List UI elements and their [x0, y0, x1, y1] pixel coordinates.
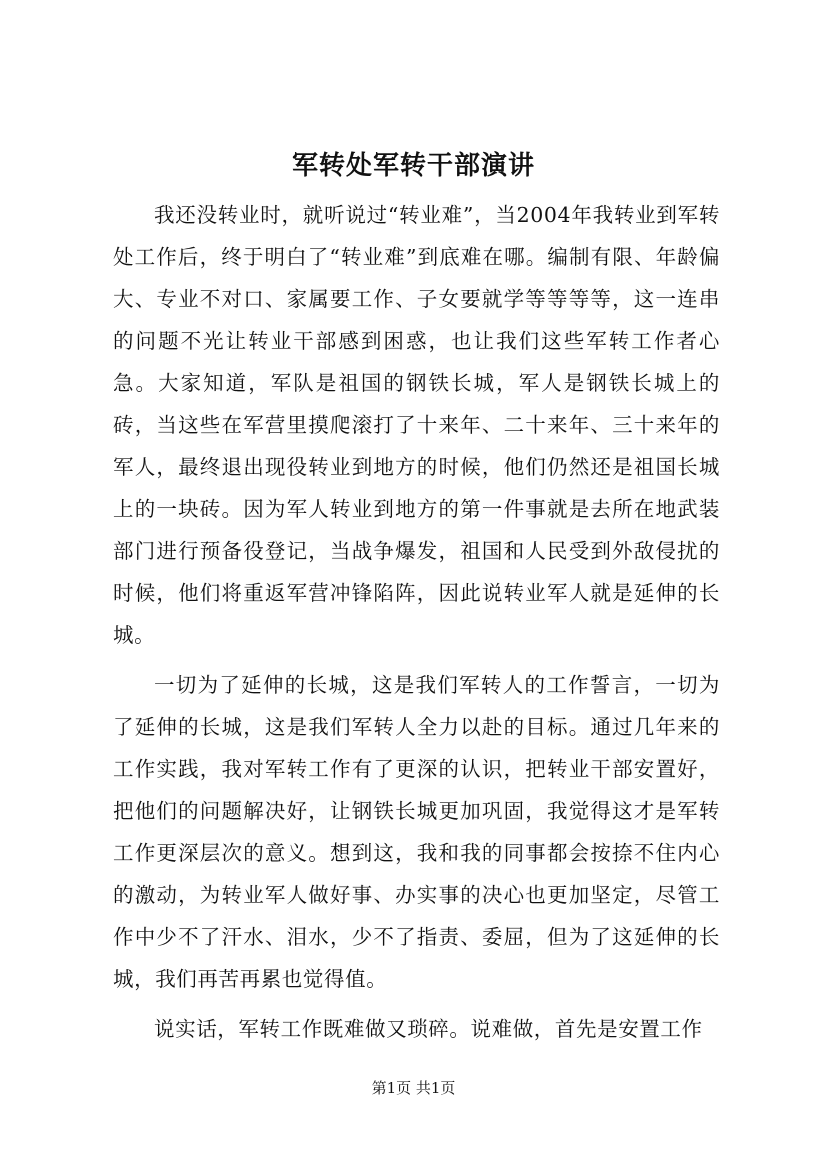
paragraph-3: 说实话，军转工作既难做又琐碎。说难做，首先是安置工作 — [154, 1017, 703, 1041]
page-number-footer: 第1页 共1页 — [371, 1079, 456, 1097]
document-title: 军转处军转干部演讲 — [291, 151, 535, 181]
document-body — [113, 194, 720, 1058]
paragraph-1: 我还没转业时，就听说过“转业难”，当2004年我转业到军转处工作后，终于明白了“转业难”到底难在哪。编制有限、年龄偏大、专业不对口、家属要工作、子女要就学等等等等，这一连串的问题不光让转业干部感到困惑，也让我们这些军转工作者心急。大家知道，军队是祖国的钢铁长城，军人是钢铁长城上的砖，当这些在军营里摸爬滚打了十来年、二十来年、三十来年的军人，最终退出现役转业到地方的时候，他们仍然还是祖国长城上的一块砖。因为军人转业到地方的第一件事就是去所在地武装部门进行预备役登记，当战争爆发，祖国和人民受到外敌侵扰的时候，他们将重返军营冲锋陷阵，因此说转业军人就是延伸的长城。 — [113, 203, 720, 647]
paragraph-2: 一切为了延伸的长城，这是我们军转人的工作誓言，一切为了延伸的长城，这是我们军转人全力以赴的目标。通过几年来的工作实践，我对军转工作有了更深的认识，把转业干部安置好，把他们的问题解决好，让钢铁长城更加巩固，我觉得这才是军转工作更深层次的意义。想到这，我和我的同事都会按捺不住内心的激动，为转业军人做好事、办实事的决心也更加坚定，尽管工作中少不了汗水、泪水，少不了指责、委屈，但为了这延伸的长城，我们再苦再累也觉得值。 — [113, 673, 720, 991]
